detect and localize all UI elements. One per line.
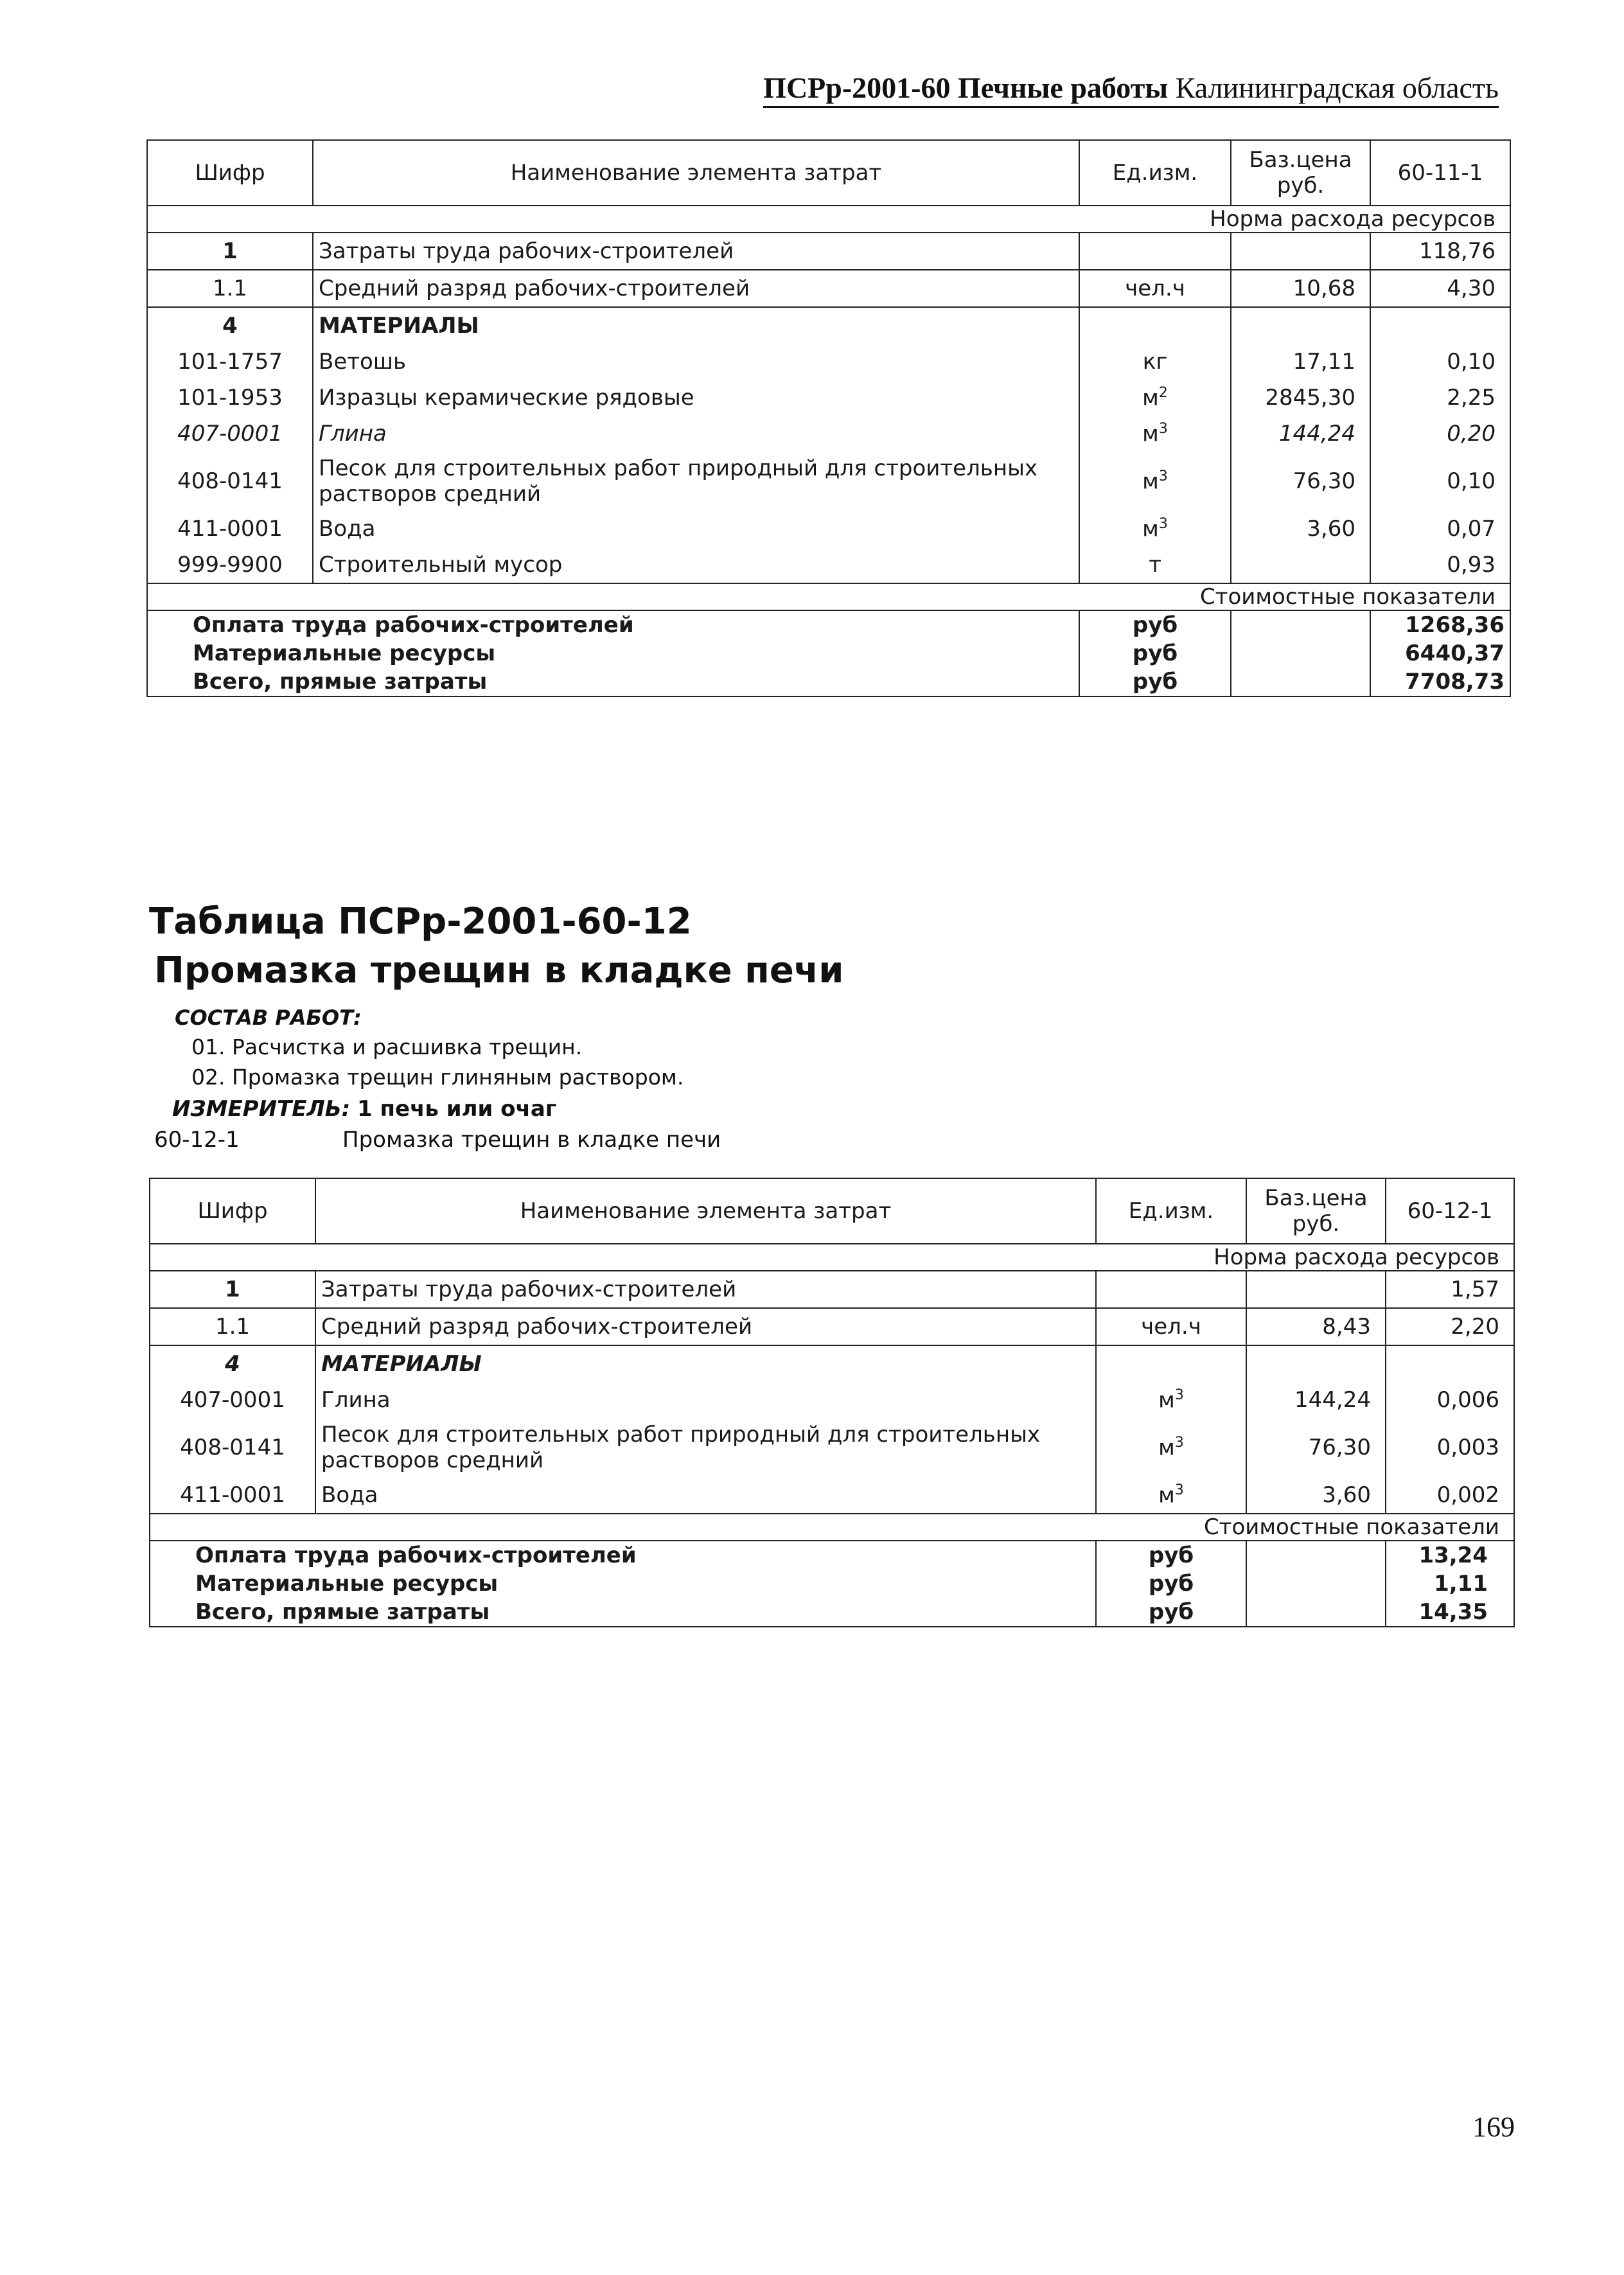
row-value xyxy=(1386,1345,1514,1382)
row-unit: кг xyxy=(1079,344,1231,380)
cost-label-row xyxy=(150,1514,1514,1541)
resources-label-row xyxy=(150,1244,1514,1271)
row-name: Глина xyxy=(315,1382,1096,1418)
works-label: СОСТАВ РАБОТ: xyxy=(175,1005,362,1030)
total-name: Всего, прямые затраты xyxy=(150,1598,1096,1627)
row-unit: т xyxy=(1079,547,1231,583)
col-header-price: Баз.цена руб. xyxy=(1231,140,1370,206)
row-name: Вода xyxy=(313,511,1079,547)
measure-line xyxy=(172,1096,557,1122)
row-unit: $м^3$ xyxy=(1096,1418,1246,1477)
row-price xyxy=(1231,307,1370,344)
col-header-norm-id: 60-12-1 xyxy=(1386,1178,1514,1244)
total-price xyxy=(1231,610,1370,639)
total-unit: руб xyxy=(1096,1598,1246,1627)
row-name: Песок для строительных работ природный для строительных растворов средний xyxy=(315,1418,1096,1477)
table-row xyxy=(150,1418,1514,1477)
table-header-row xyxy=(150,1178,1514,1244)
table-row xyxy=(150,1308,1514,1345)
row-unit xyxy=(1079,233,1231,270)
table-row xyxy=(150,1382,1514,1418)
row-name: Изразцы керамические рядовые xyxy=(313,380,1079,416)
item-name: Промазка трещин в кладке печи xyxy=(342,1127,721,1153)
col-header-name: Наименование элемента затрат xyxy=(313,140,1079,206)
row-unit: $м^3$ xyxy=(1079,511,1231,547)
cost-label: Стоимостные показатели xyxy=(147,583,1510,610)
table-row xyxy=(150,1345,1514,1382)
row-code: 407-0001 xyxy=(150,1382,315,1418)
row-unit: $м^2$ xyxy=(1079,380,1231,416)
row-price: 144,24 xyxy=(1231,416,1370,452)
row-value: 0,002 xyxy=(1386,1477,1514,1514)
row-unit xyxy=(1096,1345,1246,1382)
row-unit: $м^3$ xyxy=(1096,1382,1246,1418)
row-code: 4 xyxy=(150,1345,315,1382)
total-row xyxy=(147,639,1510,668)
row-unit xyxy=(1079,307,1231,344)
col-header-price: Баз.цена руб. xyxy=(1246,1178,1386,1244)
total-name: Всего, прямые затраты xyxy=(147,668,1079,696)
row-name: Средний разряд рабочих-строителей xyxy=(313,270,1079,307)
table-row xyxy=(147,233,1510,270)
total-unit: руб xyxy=(1096,1570,1246,1598)
total-name: Оплата труда рабочих-строителей xyxy=(147,610,1079,639)
page-header xyxy=(763,71,1499,108)
row-price: 8,43 xyxy=(1246,1308,1386,1345)
cost-table-60-11-1 xyxy=(146,139,1511,697)
row-value: 0,006 xyxy=(1386,1382,1514,1418)
cost-table-60-12-1 xyxy=(149,1178,1515,1627)
total-row xyxy=(147,668,1510,696)
row-name: Затраты труда рабочих-строителей xyxy=(313,233,1079,270)
row-name: Средний разряд рабочих-строителей xyxy=(315,1308,1096,1345)
row-unit xyxy=(1096,1271,1246,1308)
row-code: 1 xyxy=(147,233,313,270)
row-value: 1,57 xyxy=(1386,1271,1514,1308)
total-unit: руб xyxy=(1079,610,1231,639)
total-name: Оплата труда рабочих-строителей xyxy=(150,1541,1096,1570)
row-price: 76,30 xyxy=(1246,1418,1386,1477)
total-price xyxy=(1246,1541,1386,1570)
table-row xyxy=(150,1477,1514,1514)
section-title: Таблица ПСРр-2001-60-12 xyxy=(149,901,692,943)
row-price: 76,30 xyxy=(1231,452,1370,511)
row-code: 1.1 xyxy=(147,270,313,307)
col-header-unit: Ед.изм. xyxy=(1096,1178,1246,1244)
row-code: 411-0001 xyxy=(147,511,313,547)
total-row xyxy=(150,1541,1514,1570)
total-row xyxy=(150,1570,1514,1598)
table-row xyxy=(147,307,1510,344)
row-value: 0,10 xyxy=(1370,452,1510,511)
row-code: 411-0001 xyxy=(150,1477,315,1514)
row-name: Затраты труда рабочих-строителей xyxy=(315,1271,1096,1308)
resources-label: Норма расхода ресурсов xyxy=(147,206,1510,233)
table-row xyxy=(147,547,1510,583)
total-price xyxy=(1246,1570,1386,1598)
row-code: 999-9900 xyxy=(147,547,313,583)
row-code: 1 xyxy=(150,1271,315,1308)
col-header-name: Наименование элемента затрат xyxy=(315,1178,1096,1244)
table-row xyxy=(147,380,1510,416)
table-row xyxy=(147,270,1510,307)
row-unit: $м^3$ xyxy=(1079,416,1231,452)
row-code: 1.1 xyxy=(150,1308,315,1345)
row-price: 144,24 xyxy=(1246,1382,1386,1418)
section-subtitle: Промазка трещин в кладке печи xyxy=(154,950,844,991)
row-name: Песок для строительных работ природный для строительных растворов средний xyxy=(313,452,1079,511)
cost-label: Стоимостные показатели xyxy=(150,1514,1514,1541)
cost-label-row xyxy=(147,583,1510,610)
row-price xyxy=(1246,1345,1386,1382)
row-code: 408-0141 xyxy=(147,452,313,511)
row-price xyxy=(1231,547,1370,583)
table-row xyxy=(147,511,1510,547)
measure-value: 1 печь или очаг xyxy=(357,1096,557,1122)
row-price: 2845,30 xyxy=(1231,380,1370,416)
total-unit: руб xyxy=(1079,668,1231,696)
row-name: МАТЕРИАЛЫ xyxy=(315,1345,1096,1382)
total-value: 13,24 xyxy=(1386,1541,1514,1570)
row-unit: $м^3$ xyxy=(1079,452,1231,511)
table-row xyxy=(150,1271,1514,1308)
row-unit: чел.ч xyxy=(1079,270,1231,307)
operation-item: 02. Промазка трещин глиняным раствором. xyxy=(191,1065,684,1090)
col-header-norm-id: 60-11-1 xyxy=(1370,140,1510,206)
row-price xyxy=(1246,1271,1386,1308)
table-row xyxy=(147,344,1510,380)
row-value: 0,20 xyxy=(1370,416,1510,452)
row-code: 4 xyxy=(147,307,313,344)
total-row xyxy=(147,610,1510,639)
row-value: 2,20 xyxy=(1386,1308,1514,1345)
row-value: 0,10 xyxy=(1370,344,1510,380)
table-row xyxy=(147,416,1510,452)
row-value: 0,93 xyxy=(1370,547,1510,583)
total-price xyxy=(1246,1598,1386,1627)
table-row xyxy=(147,452,1510,511)
row-price xyxy=(1231,233,1370,270)
row-name: Ветошь xyxy=(313,344,1079,380)
total-name: Материальные ресурсы xyxy=(147,639,1079,668)
row-code: 408-0141 xyxy=(150,1418,315,1477)
header-region: Калининградская область xyxy=(1175,71,1499,104)
row-value: 4,30 xyxy=(1370,270,1510,307)
table-header-row xyxy=(147,140,1510,206)
total-value: 7708,73 xyxy=(1370,668,1510,696)
row-price: 3,60 xyxy=(1231,511,1370,547)
total-value: 6440,37 xyxy=(1370,639,1510,668)
row-code: 101-1757 xyxy=(147,344,313,380)
total-value: 1,11 xyxy=(1386,1570,1514,1598)
row-unit: $м^3$ xyxy=(1096,1477,1246,1514)
resources-label-row xyxy=(147,206,1510,233)
total-value: 14,35 xyxy=(1386,1598,1514,1627)
total-price xyxy=(1231,639,1370,668)
col-header-code: Шифр xyxy=(150,1178,315,1244)
row-value: 2,25 xyxy=(1370,380,1510,416)
row-value: 0,003 xyxy=(1386,1418,1514,1477)
row-unit: чел.ч xyxy=(1096,1308,1246,1345)
total-unit: руб xyxy=(1096,1541,1246,1570)
col-header-unit: Ед.изм. xyxy=(1079,140,1231,206)
row-name: Глина xyxy=(313,416,1079,452)
row-value xyxy=(1370,307,1510,344)
row-value: 118,76 xyxy=(1370,233,1510,270)
resources-label: Норма расхода ресурсов xyxy=(150,1244,1514,1271)
col-header-code: Шифр xyxy=(147,140,313,206)
row-price: 3,60 xyxy=(1246,1477,1386,1514)
total-value: 1268,36 xyxy=(1370,610,1510,639)
row-price: 10,68 xyxy=(1231,270,1370,307)
row-value: 0,07 xyxy=(1370,511,1510,547)
total-row xyxy=(150,1598,1514,1627)
item-code: 60-12-1 xyxy=(154,1127,240,1153)
operation-item: 01. Расчистка и расшивка трещин. xyxy=(191,1034,583,1059)
measure-label: ИЗМЕРИТЕЛЬ: xyxy=(172,1096,351,1122)
total-price xyxy=(1231,668,1370,696)
header-code: ПСРр-2001-60 Печные работы xyxy=(763,71,1169,104)
page-number: 169 xyxy=(1472,2111,1515,2143)
row-name: Вода xyxy=(315,1477,1096,1514)
total-name: Материальные ресурсы xyxy=(150,1570,1096,1598)
row-price: 17,11 xyxy=(1231,344,1370,380)
row-name: Строительный мусор xyxy=(313,547,1079,583)
row-code: 101-1953 xyxy=(147,380,313,416)
row-name: МАТЕРИАЛЫ xyxy=(313,307,1079,344)
row-code: 407-0001 xyxy=(147,416,313,452)
total-unit: руб xyxy=(1079,639,1231,668)
